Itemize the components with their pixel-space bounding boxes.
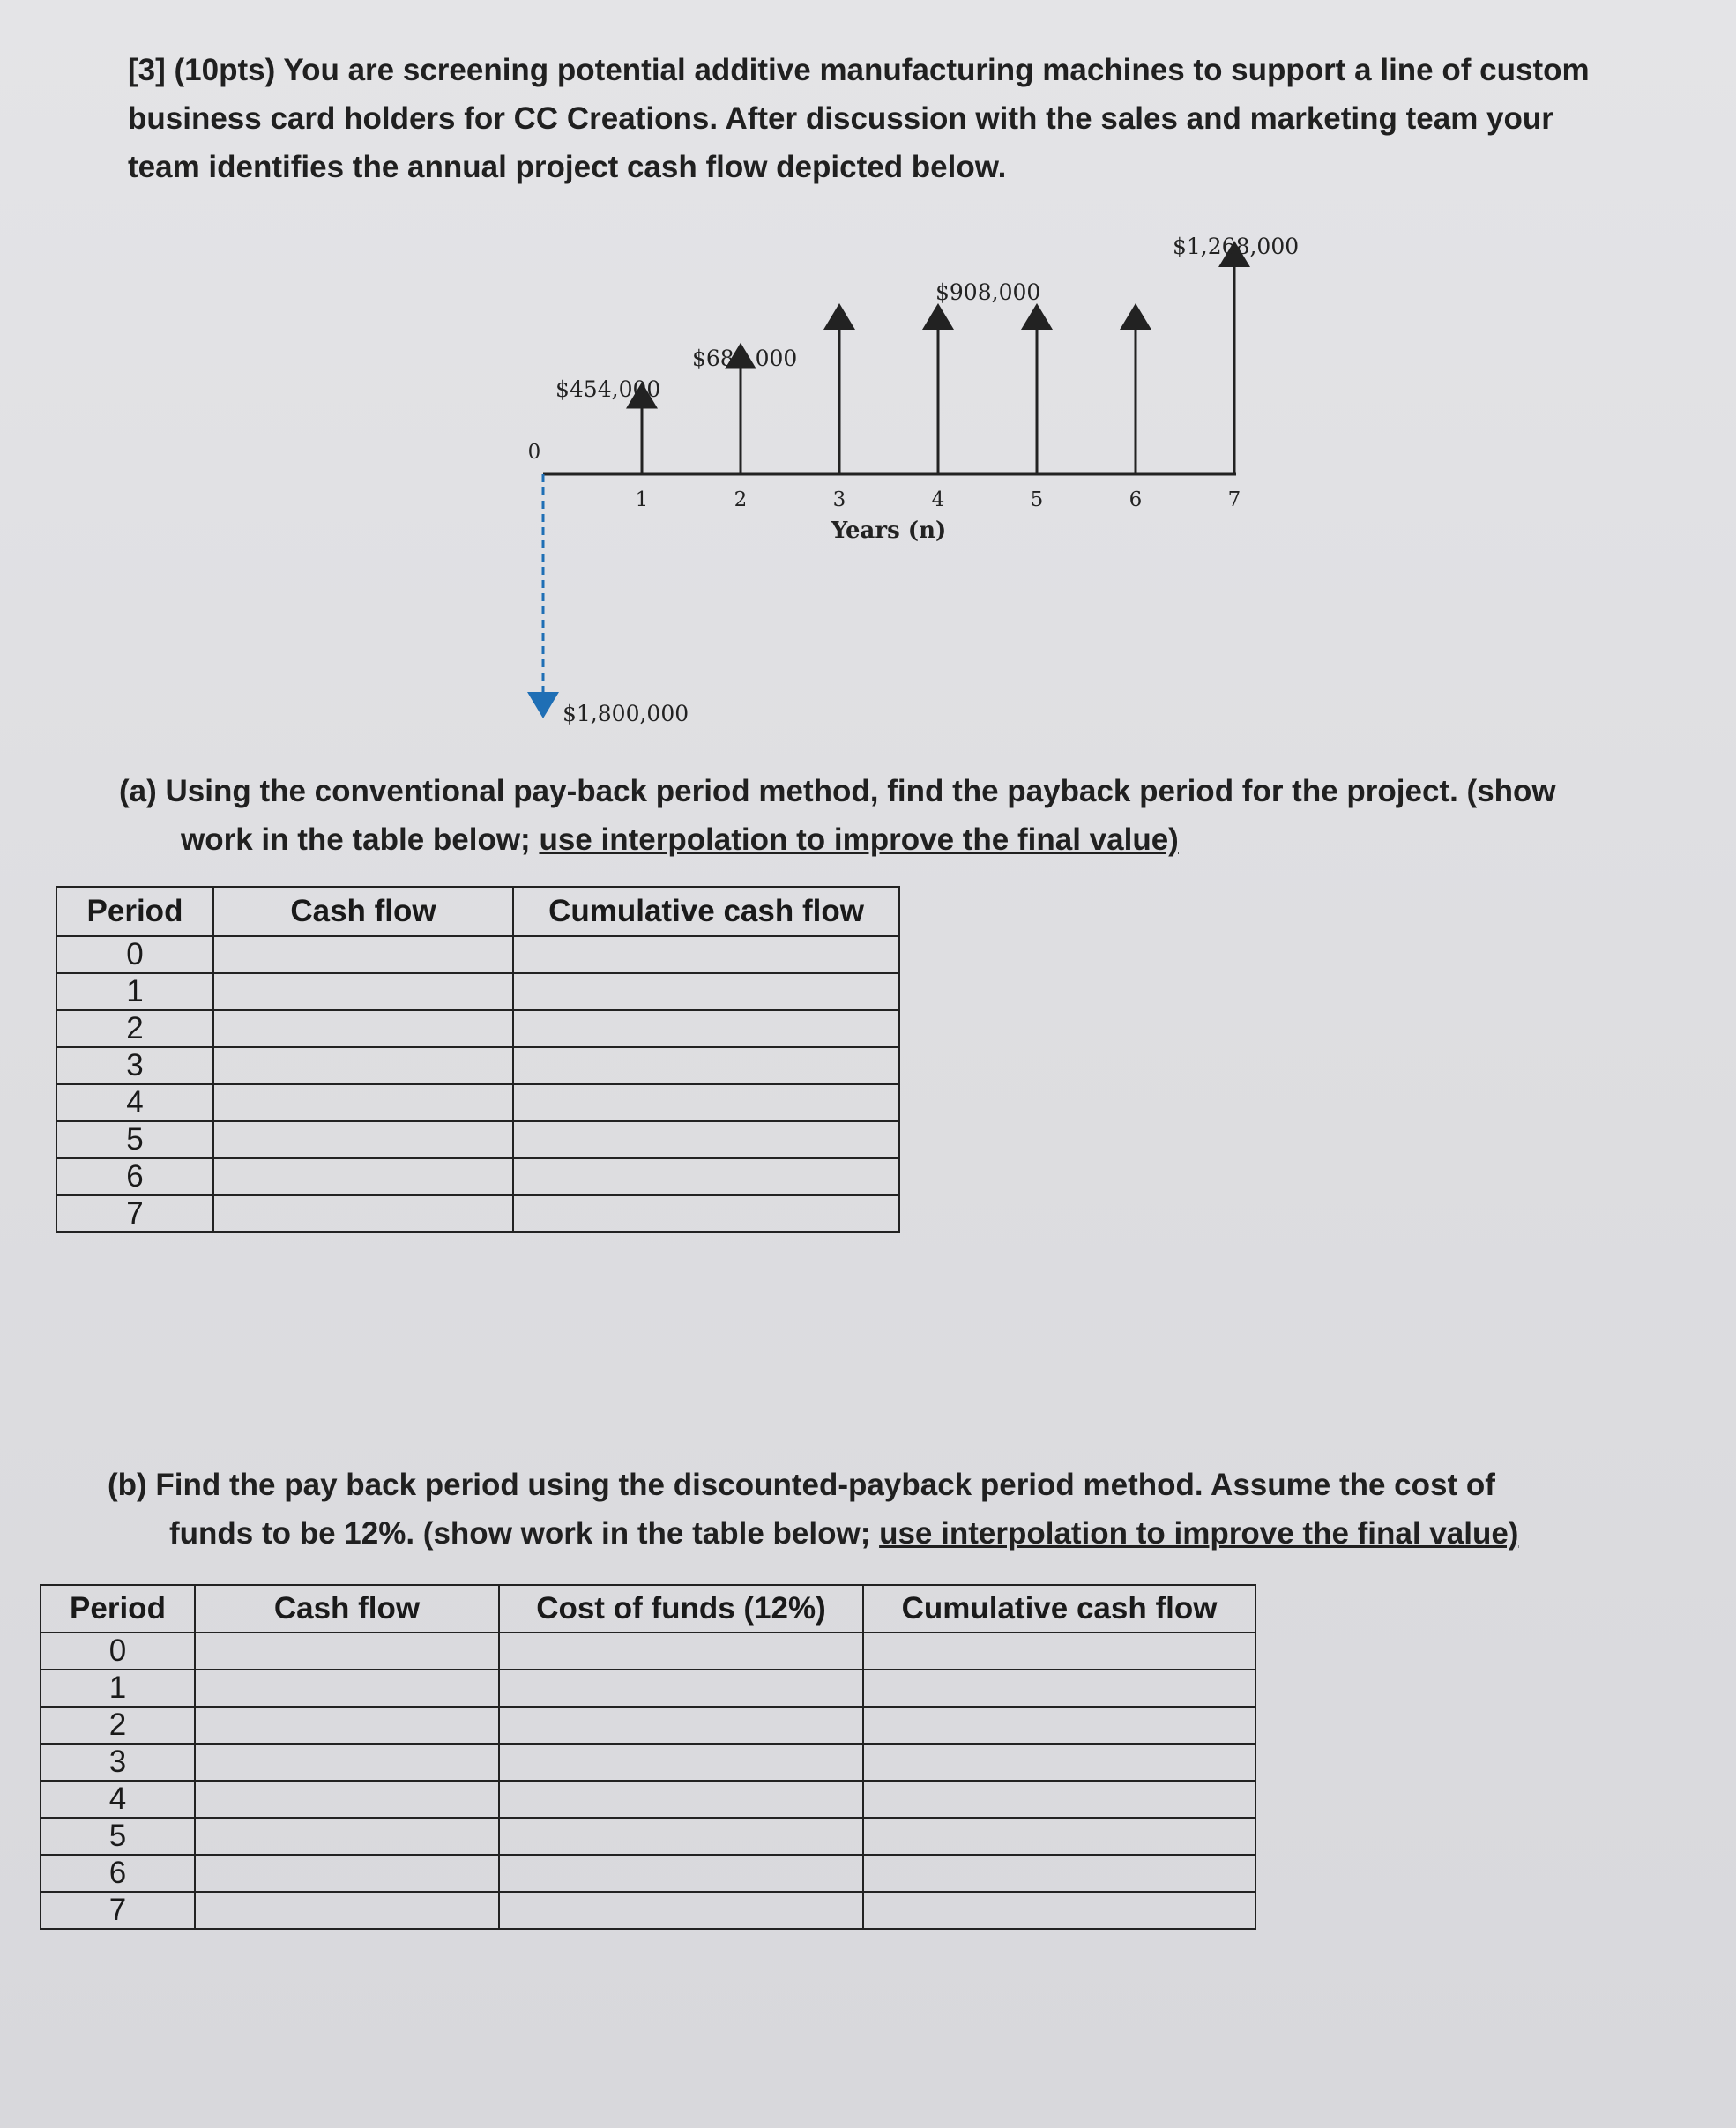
answer-entry-cell[interactable] xyxy=(213,936,513,973)
answer-entry-cell[interactable] xyxy=(863,1855,1255,1892)
table-row xyxy=(56,936,899,973)
cash-flow-arrows xyxy=(543,254,1234,705)
period-cell: 7 xyxy=(56,1195,213,1232)
period-cell: 6 xyxy=(41,1855,195,1892)
table-row xyxy=(41,1744,1255,1781)
column-header: Cumulative cash flow xyxy=(513,887,899,936)
period-cell: 0 xyxy=(56,936,213,973)
period-cell: 6 xyxy=(56,1158,213,1195)
answer-entry-cell[interactable] xyxy=(513,1121,899,1158)
tick-labels xyxy=(528,441,1241,511)
inflow-label-year4: $908,000 xyxy=(935,279,1041,305)
table-row xyxy=(56,1047,899,1084)
answer-entry-cell[interactable] xyxy=(213,1084,513,1121)
period-cell: 2 xyxy=(41,1707,195,1744)
table-row xyxy=(41,1818,1255,1855)
answer-entry-cell[interactable] xyxy=(863,1818,1255,1855)
answer-entry-cell[interactable] xyxy=(863,1633,1255,1670)
answer-entry-cell[interactable] xyxy=(195,1855,499,1892)
answer-entry-cell[interactable] xyxy=(513,1195,899,1232)
answer-entry-cell[interactable] xyxy=(513,936,899,973)
tick-label: 3 xyxy=(832,488,846,511)
tick-label: 2 xyxy=(734,488,748,511)
inflow-label-year7: $1,268,000 xyxy=(1173,234,1300,259)
answer-entry-cell[interactable] xyxy=(499,1892,863,1929)
answer-entry-cell[interactable] xyxy=(863,1744,1255,1781)
inflow-label-year2: $681,000 xyxy=(692,346,798,371)
answer-entry-cell[interactable] xyxy=(499,1818,863,1855)
outflow-label: $1,800,000 xyxy=(563,701,689,726)
tick-label: 4 xyxy=(931,488,945,511)
answer-entry-cell[interactable] xyxy=(213,1195,513,1232)
table-row xyxy=(41,1855,1255,1892)
conventional-payback-table xyxy=(56,886,900,1233)
question-a-text: work in the table below; xyxy=(181,822,540,857)
question-b xyxy=(108,1461,1624,1558)
answer-entry-cell[interactable] xyxy=(195,1707,499,1744)
discounted-payback-table xyxy=(40,1584,1256,1930)
table-row xyxy=(56,1084,899,1121)
table-row xyxy=(56,973,899,1010)
answer-entry-cell[interactable] xyxy=(513,1010,899,1047)
table-row xyxy=(41,1781,1255,1818)
question-b-line-2 xyxy=(108,1509,1624,1558)
question-b-line: (b) Find the pay back period using the discounted-payback period method. Assume the cost of xyxy=(108,1468,1495,1502)
answer-entry-cell[interactable] xyxy=(513,973,899,1010)
tick-label: 5 xyxy=(1030,488,1044,511)
period-cell: 1 xyxy=(41,1670,195,1707)
problem-line: [3] (10pts) You are screening potential additive manufacturing machines to support a line of custom xyxy=(128,53,1590,87)
period-cell: 4 xyxy=(41,1781,195,1818)
period-cell: 7 xyxy=(41,1892,195,1929)
period-cell: 5 xyxy=(41,1818,195,1855)
column-header: Cash flow xyxy=(195,1585,499,1633)
answer-entry-cell[interactable] xyxy=(513,1047,899,1084)
table-row xyxy=(41,1633,1255,1670)
answer-entry-cell[interactable] xyxy=(213,1121,513,1158)
question-a xyxy=(119,767,1618,864)
answer-entry-cell[interactable] xyxy=(499,1781,863,1818)
answer-entry-cell[interactable] xyxy=(863,1670,1255,1707)
question-b-underlined: use interpolation to improve the final value) xyxy=(879,1516,1519,1551)
question-a-line-2 xyxy=(119,815,1618,864)
answer-entry-cell[interactable] xyxy=(513,1084,899,1121)
period-cell: 2 xyxy=(56,1010,213,1047)
tick-label: 0 xyxy=(527,441,541,464)
answer-entry-cell[interactable] xyxy=(513,1158,899,1195)
period-cell: 5 xyxy=(56,1121,213,1158)
column-header: Period xyxy=(56,887,213,936)
answer-entry-cell[interactable] xyxy=(863,1707,1255,1744)
period-cell: 3 xyxy=(56,1047,213,1084)
answer-entry-cell[interactable] xyxy=(213,1158,513,1195)
table-row xyxy=(41,1892,1255,1929)
period-cell: 4 xyxy=(56,1084,213,1121)
answer-entry-cell[interactable] xyxy=(499,1707,863,1744)
problem-line: team identifies the annual project cash flow depicted below. xyxy=(128,150,1007,184)
table-row xyxy=(56,1010,899,1047)
answer-entry-cell[interactable] xyxy=(195,1670,499,1707)
answer-entry-cell[interactable] xyxy=(499,1633,863,1670)
answer-entry-cell[interactable] xyxy=(213,1047,513,1084)
column-header: Cost of funds (12%) xyxy=(499,1585,863,1633)
answer-entry-cell[interactable] xyxy=(195,1744,499,1781)
cash-flow-diagram xyxy=(494,212,1340,740)
period-cell: 0 xyxy=(41,1633,195,1670)
tick-label: 6 xyxy=(1129,488,1143,511)
tick-label: 7 xyxy=(1227,488,1241,511)
column-header: Period xyxy=(41,1585,195,1633)
x-axis-label: Years (n) xyxy=(831,517,947,544)
answer-entry-cell[interactable] xyxy=(195,1781,499,1818)
period-cell: 3 xyxy=(41,1744,195,1781)
column-header: Cumulative cash flow xyxy=(863,1585,1255,1633)
answer-entry-cell[interactable] xyxy=(863,1781,1255,1818)
column-header: Cash flow xyxy=(213,887,513,936)
question-a-underlined: use interpolation to improve the final value) xyxy=(539,822,1179,857)
inflow-label-year1: $454,000 xyxy=(555,376,661,402)
question-b-text: funds to be 12%. (show work in the table below; xyxy=(169,1516,880,1551)
period-cell: 1 xyxy=(56,973,213,1010)
answer-entry-cell[interactable] xyxy=(195,1633,499,1670)
table-row xyxy=(41,1670,1255,1707)
problem-line: business card holders for CC Creations. After discussion with the sales and marketing team your xyxy=(128,101,1553,136)
answer-entry-cell[interactable] xyxy=(499,1855,863,1892)
answer-entry-cell[interactable] xyxy=(213,973,513,1010)
answer-entry-cell[interactable] xyxy=(499,1744,863,1781)
table-row xyxy=(56,1158,899,1195)
answer-entry-cell[interactable] xyxy=(499,1670,863,1707)
answer-entry-cell[interactable] xyxy=(213,1010,513,1047)
table-row xyxy=(56,1195,899,1232)
answer-entry-cell[interactable] xyxy=(863,1892,1255,1929)
question-a-line: (a) Using the conventional pay-back period method, find the payback period for the project. (show xyxy=(119,774,1556,808)
table-row xyxy=(41,1707,1255,1744)
tick-label: 1 xyxy=(635,488,649,511)
table-row xyxy=(56,1121,899,1158)
answer-entry-cell[interactable] xyxy=(195,1818,499,1855)
answer-entry-cell[interactable] xyxy=(195,1892,499,1929)
problem-statement xyxy=(128,46,1644,191)
